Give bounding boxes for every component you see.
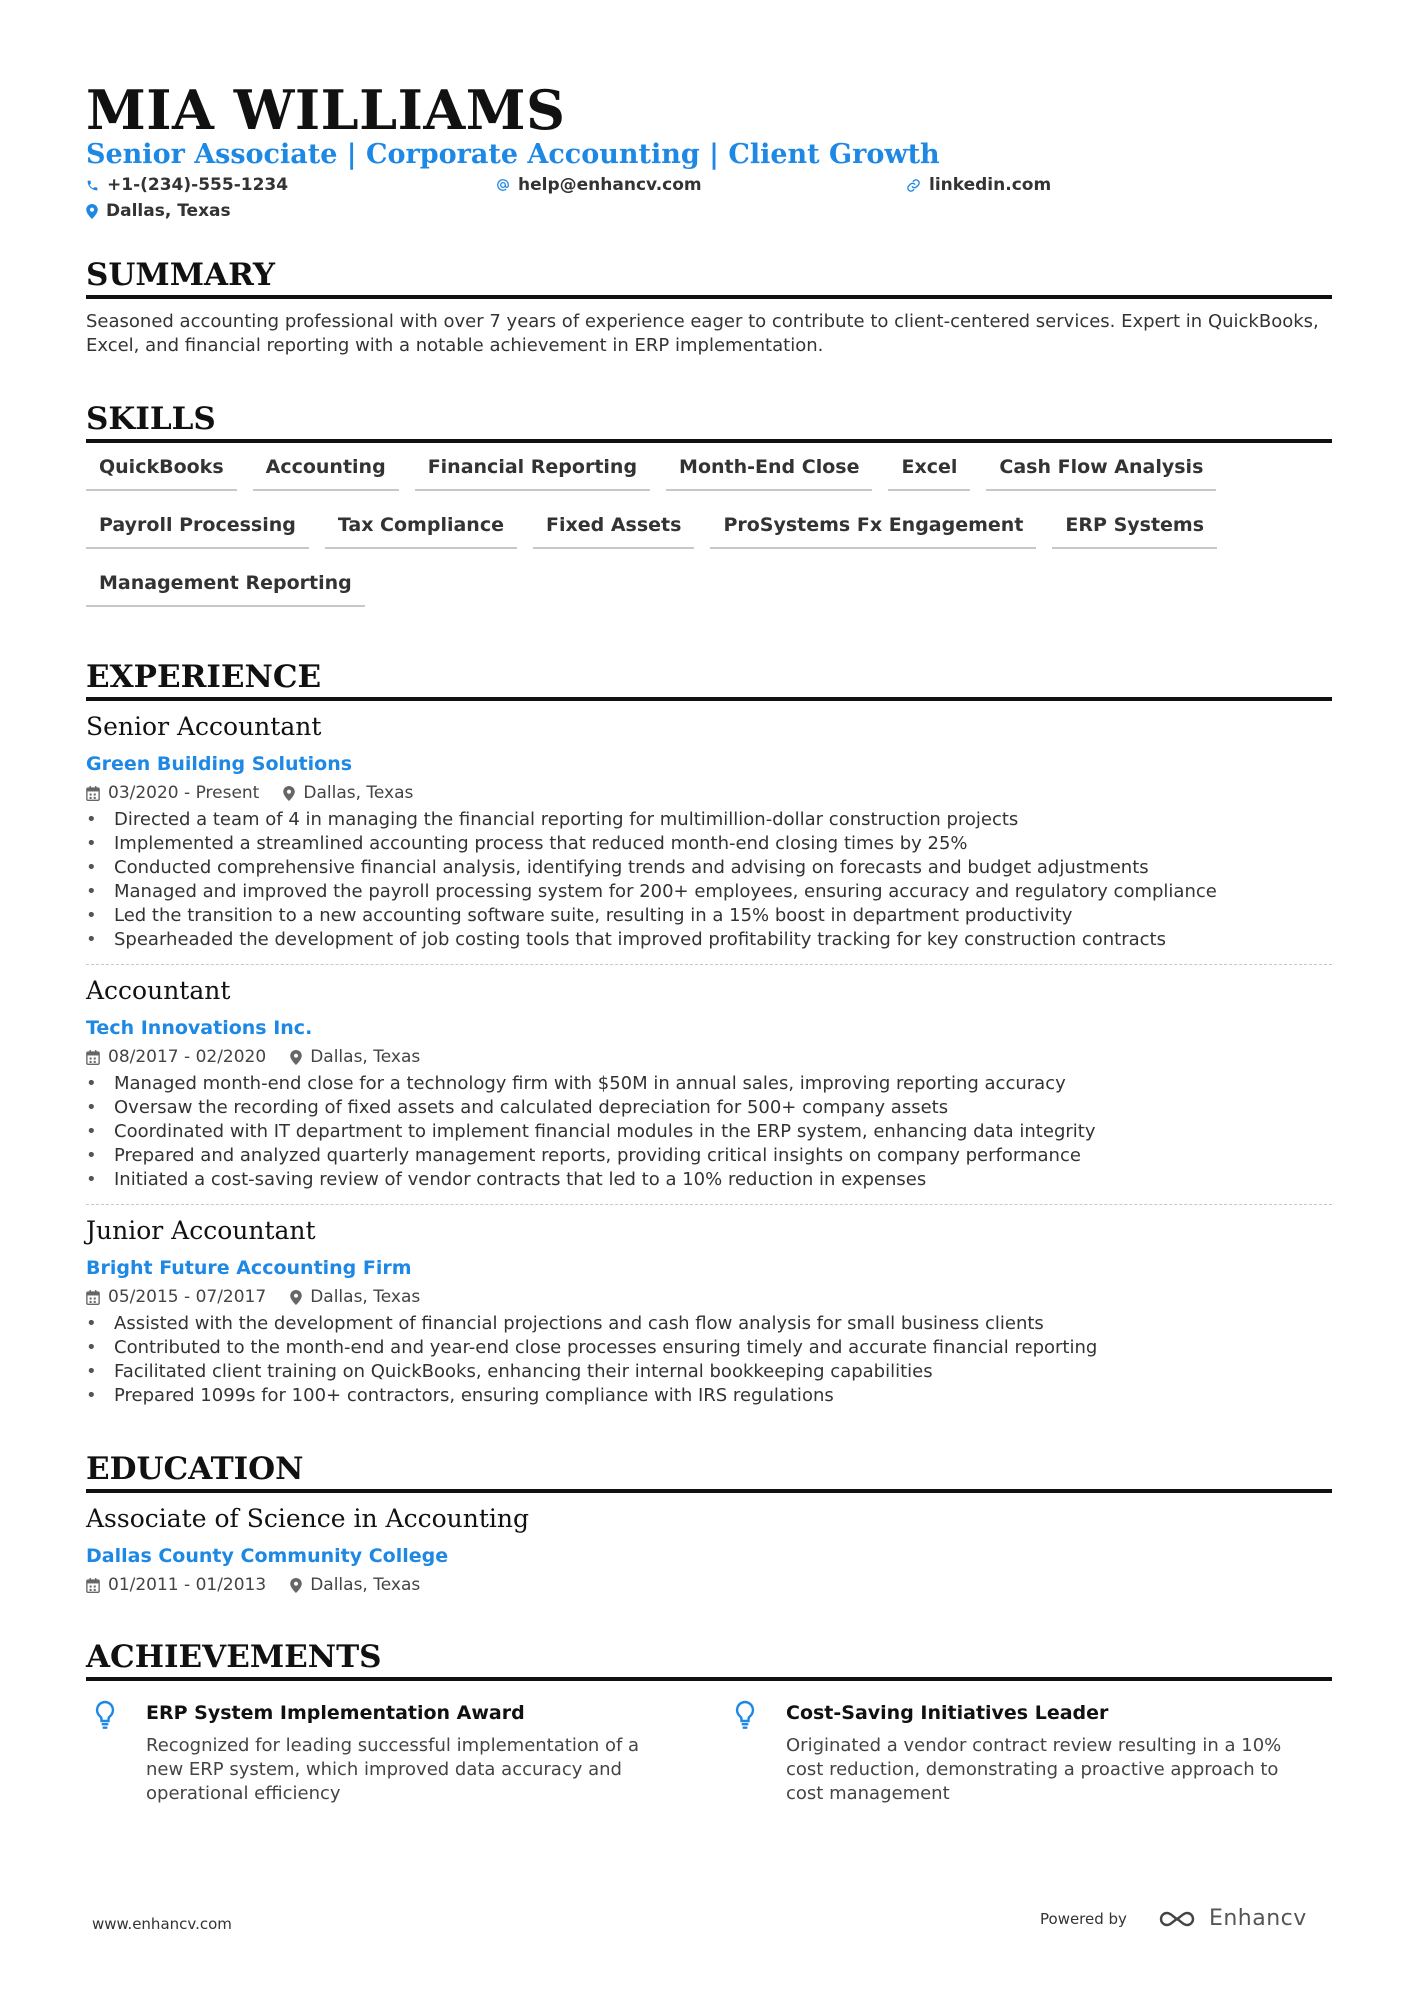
job-dates: 08/2017 - 02/2020 — [108, 1047, 267, 1067]
job-company: Tech Innovations Inc. — [86, 1017, 313, 1039]
skill-tag: Management Reporting — [86, 571, 365, 607]
summary-text: Seasoned accounting professional with over 7 years of experience eager to contribute to client-centered services. Expert in QuickBooks, Excel, and financial reporting with a notable achievement in ERP implementation. — [86, 311, 1319, 356]
contact-location — [86, 200, 231, 222]
education-degree: Associate of Science in Accounting — [86, 1504, 529, 1533]
enhancv-logo-icon — [1153, 1907, 1201, 1931]
phone-icon — [86, 179, 99, 192]
job-bullets — [86, 1312, 1332, 1408]
location-text: Dallas, Texas — [106, 201, 231, 221]
job-meta — [86, 782, 413, 804]
education-dates: 01/2011 - 01/2013 — [108, 1575, 267, 1595]
job-company: Bright Future Accounting Firm — [86, 1257, 412, 1279]
calendar-icon — [86, 1290, 100, 1305]
location-pin-icon — [290, 1290, 302, 1305]
bullet-item: • Led the transition to a new accounting software suite, resulting in a 15% boost in department productivity — [86, 904, 1332, 928]
skill-tag: ProSystems Fx Engagement — [710, 513, 1036, 549]
location-pin-icon — [86, 204, 98, 219]
phone-text: +1-(234)-555-1234 — [107, 175, 289, 195]
powered-by-label: Powered by — [1040, 1909, 1127, 1928]
lightbulb-icon — [94, 1700, 116, 1730]
brand-name: Enhancv — [1208, 1906, 1307, 1931]
bullet-item: • Conducted comprehensive financial analysis, identifying trends and advising on forecasts and budget adjustments — [86, 856, 1332, 880]
job-meta — [86, 1046, 420, 1068]
achievement-title: Cost-Saving Initiatives Leader — [786, 1702, 1109, 1724]
job-title: Senior Accountant — [86, 712, 322, 741]
job-location: Dallas, Texas — [310, 1047, 421, 1067]
skills-list — [86, 455, 1332, 629]
footer-website[interactable]: www.enhancv.com — [92, 1915, 232, 1933]
skill-tag: ERP Systems — [1052, 513, 1217, 549]
bullet-item: • Directed a team of 4 in managing the financial reporting for multimillion-dollar construction projects — [86, 808, 1332, 832]
skills-divider — [86, 439, 1332, 443]
location-pin-icon — [290, 1050, 302, 1065]
skill-tag: Payroll Processing — [86, 513, 309, 549]
location-pin-icon — [283, 786, 295, 801]
bullet-item: • Managed and improved the payroll processing system for 200+ employees, ensuring accuracy and regulatory compliance — [86, 880, 1332, 904]
job-location: Dallas, Texas — [303, 783, 414, 803]
experience-divider — [86, 697, 1332, 701]
link-icon — [906, 178, 921, 193]
skill-tag: Excel — [888, 455, 970, 491]
at-icon — [496, 178, 510, 192]
bullet-item: • Prepared 1099s for 100+ contractors, ensuring compliance with IRS regulations — [86, 1384, 1332, 1408]
skill-tag: QuickBooks — [86, 455, 237, 491]
bullet-item: • Prepared and analyzed quarterly management reports, providing critical insights on company performance — [86, 1144, 1332, 1168]
education-school: Dallas County Community College — [86, 1545, 449, 1567]
achievement-description: Originated a vendor contract review resulting in a 10% cost reduction, demonstrating a proactive approach to cost management — [786, 1735, 1282, 1804]
skill-tag: Financial Reporting — [415, 455, 650, 491]
bullet-item: • Facilitated client training on QuickBooks, enhancing their internal bookkeeping capabilities — [86, 1360, 1332, 1384]
calendar-icon — [86, 786, 100, 801]
job-title: Accountant — [86, 976, 231, 1005]
bullet-item: • Assisted with the development of financial projections and cash flow analysis for small business clients — [86, 1312, 1332, 1336]
skill-tag: Cash Flow Analysis — [986, 455, 1216, 491]
skill-tag: Tax Compliance — [325, 513, 517, 549]
bullet-item: • Initiated a cost-saving review of vendor contracts that led to a 10% reduction in expenses — [86, 1168, 1332, 1192]
skill-tag: Fixed Assets — [533, 513, 694, 549]
skill-tag: Month-End Close — [666, 455, 872, 491]
contact-linkedin[interactable] — [906, 174, 1051, 196]
education-meta — [86, 1574, 420, 1596]
achievement-description: Recognized for leading successful implementation of a new ERP system, which improved data accuracy and operational efficiency — [146, 1735, 640, 1804]
education-location: Dallas, Texas — [310, 1575, 421, 1595]
calendar-icon — [86, 1578, 100, 1593]
experience-heading: EXPERIENCE — [86, 659, 322, 695]
job-location: Dallas, Texas — [310, 1287, 421, 1307]
bullet-item: • Contributed to the month-end and year-end close processes ensuring timely and accurate financial reporting — [86, 1336, 1332, 1360]
lightbulb-icon — [734, 1700, 756, 1730]
education-heading: EDUCATION — [86, 1451, 304, 1487]
job-meta — [86, 1286, 420, 1308]
calendar-icon — [86, 1050, 100, 1065]
bullet-item: • Managed month-end close for a technology firm with $50M in annual sales, improving reporting accuracy — [86, 1072, 1332, 1096]
bullet-item: • Oversaw the recording of fixed assets and calculated depreciation for 500+ company assets — [86, 1096, 1332, 1120]
job-separator — [86, 1204, 1332, 1205]
job-title: Junior Accountant — [86, 1216, 316, 1245]
job-separator — [86, 964, 1332, 965]
summary-heading: SUMMARY — [86, 257, 276, 293]
linkedin-text[interactable]: linkedin.com — [929, 175, 1052, 195]
job-dates: 05/2015 - 07/2017 — [108, 1287, 267, 1307]
achievement-title: ERP System Implementation Award — [146, 1702, 525, 1724]
candidate-name: MIA WILLIAMS — [86, 78, 566, 142]
skills-heading: SKILLS — [86, 401, 216, 437]
achievements-heading: ACHIEVEMENTS — [86, 1639, 382, 1675]
contact-phone — [86, 174, 288, 196]
job-bullets — [86, 808, 1332, 952]
achievements-divider — [86, 1677, 1332, 1681]
job-company: Green Building Solutions — [86, 753, 353, 775]
contact-email[interactable] — [496, 174, 702, 196]
location-pin-icon — [290, 1578, 302, 1593]
footer-branding[interactable] — [1040, 1906, 1307, 1931]
job-bullets — [86, 1072, 1332, 1192]
candidate-headline: Senior Associate | Corporate Accounting | Client Growth — [86, 139, 940, 170]
bullet-item: • Implemented a streamlined accounting process that reduced month-end closing times by 25% — [86, 832, 1332, 856]
skill-tag: Accounting — [253, 455, 399, 491]
bullet-item: • Spearheaded the development of job costing tools that improved profitability tracking for key construction contracts — [86, 928, 1332, 952]
bullet-item: • Coordinated with IT department to implement financial modules in the ERP system, enhancing data integrity — [86, 1120, 1332, 1144]
education-divider — [86, 1489, 1332, 1493]
summary-divider — [86, 295, 1332, 299]
job-dates: 03/2020 - Present — [108, 783, 260, 803]
email-text[interactable]: help@enhancv.com — [518, 175, 702, 195]
